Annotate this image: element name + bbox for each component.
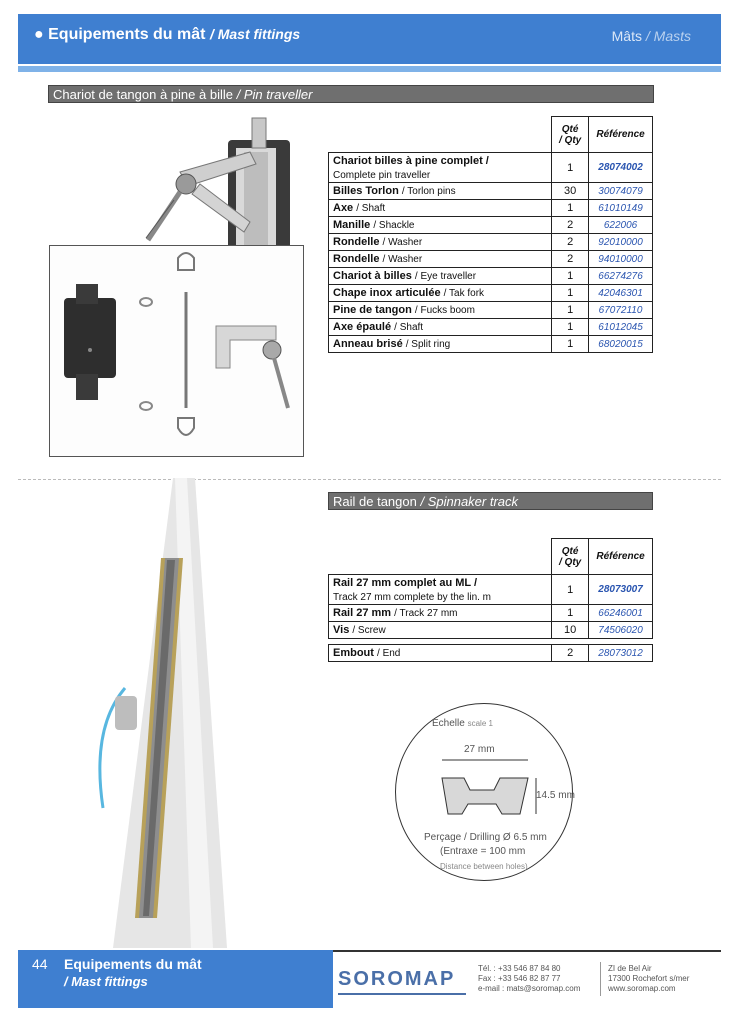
height-dimension: 14.5 mm xyxy=(536,790,575,801)
qty-header: Qté / Qty xyxy=(552,539,589,575)
scale-label: Echelle scale 1 xyxy=(432,718,493,729)
address-line1: ZI de Bel Air xyxy=(608,964,652,973)
qty-header: Qté / Qty xyxy=(552,117,589,153)
exploded-parts-illustration xyxy=(50,246,303,456)
drilling-info: Perçage / Drilling Ø 6.5 mm xyxy=(424,832,547,843)
header-section: Mâts / Masts xyxy=(611,28,691,44)
email: e-mail : mats@soromap.com xyxy=(478,984,581,993)
website: www.soromap.com xyxy=(608,984,676,993)
table-row: Rail 27 mm complet au ML / Track 27 mm complete by the lin. m 1 28073007 xyxy=(329,575,653,605)
width-dimension: 27 mm xyxy=(464,744,495,755)
section1-title-en: Pin traveller xyxy=(243,87,313,102)
header-section-fr: Mâts xyxy=(611,28,642,44)
footer-rule xyxy=(333,950,721,952)
fax: Fax : +33 546 82 87 77 xyxy=(478,974,561,983)
parts-photo xyxy=(49,245,304,457)
footer-title-block xyxy=(18,950,333,1008)
section1-title-fr: Chariot de tangon à pine à bille xyxy=(53,87,233,102)
address-line2: 17300 Rochefort s/mer xyxy=(608,974,690,983)
page-number: 44 xyxy=(32,956,48,972)
contact-info xyxy=(478,964,580,994)
table-row: Chariot à billes / Eye traveller 1 66274276 xyxy=(329,268,653,285)
section2-title-en: Spinnaker track xyxy=(427,494,519,509)
spacing-info: (Entraxe = 100 mm xyxy=(440,846,526,857)
table-row: Pine de tangon / Fucks boom 1 67072110 xyxy=(329,302,653,319)
phone: Tél. : +33 546 87 84 80 xyxy=(478,964,561,973)
section-title-pin-traveller: Chariot de tangon à pine à bille / Pin traveller xyxy=(48,85,654,103)
reference-header: Référence xyxy=(589,117,653,153)
mast-photo xyxy=(95,478,235,948)
header-section-en: Masts xyxy=(653,28,691,44)
table-row: Chariot billes à pine complet / Complete pin traveller 1 28074002 xyxy=(329,153,653,183)
table-row: Manille / Shackle 2 622006 xyxy=(329,217,653,234)
address-info xyxy=(608,964,689,994)
footer-separator xyxy=(600,962,601,996)
header-title: ● Equipements du mât / Mast fittings xyxy=(34,26,301,43)
header-title-en: Mast fittings xyxy=(217,26,301,42)
spinnaker-track-table xyxy=(328,538,653,662)
table-row: Anneau brisé / Split ring 1 68020015 xyxy=(329,336,653,353)
table-row: Rondelle / Washer 2 92010000 xyxy=(329,234,653,251)
section-title-spinnaker-track: Rail de tangon / Spinnaker track xyxy=(328,492,653,510)
scale-diagram xyxy=(395,703,573,881)
footer-title-fr: Equipements du mât xyxy=(64,956,202,972)
footer-title-en: / Mast fittings xyxy=(64,974,148,989)
table-row: Billes Torlon / Torlon pins 30 30074079 xyxy=(329,183,653,200)
header-underline xyxy=(18,66,721,72)
track-profile-icon xyxy=(434,756,544,824)
table-row: Axe épaulé / Shaft 1 61012045 xyxy=(329,319,653,336)
section2-title-fr: Rail de tangon xyxy=(333,494,417,509)
brand-logo: SOROMAP xyxy=(338,968,456,990)
pin-traveller-table xyxy=(328,116,653,353)
header-title-fr: Equipements du mât xyxy=(48,26,206,43)
bullet-icon: ● xyxy=(34,26,44,43)
table-row: Embout / End 2 28073012 xyxy=(329,645,653,662)
page-header xyxy=(18,14,721,64)
table-row: Rail 27 mm / Track 27 mm 1 66246001 xyxy=(329,605,653,622)
logo-underline xyxy=(338,993,466,995)
table-row: Vis / Screw 10 74506020 xyxy=(329,622,653,639)
reference-header: Référence xyxy=(589,539,653,575)
table-row: Axe / Shaft 1 61010149 xyxy=(329,200,653,217)
table-row: Chape inox articulée / Tak fork 1 42046301 xyxy=(329,285,653,302)
table-row: Rondelle / Washer 2 94010000 xyxy=(329,251,653,268)
spacing-info-en: Distance between holes) xyxy=(440,862,528,871)
